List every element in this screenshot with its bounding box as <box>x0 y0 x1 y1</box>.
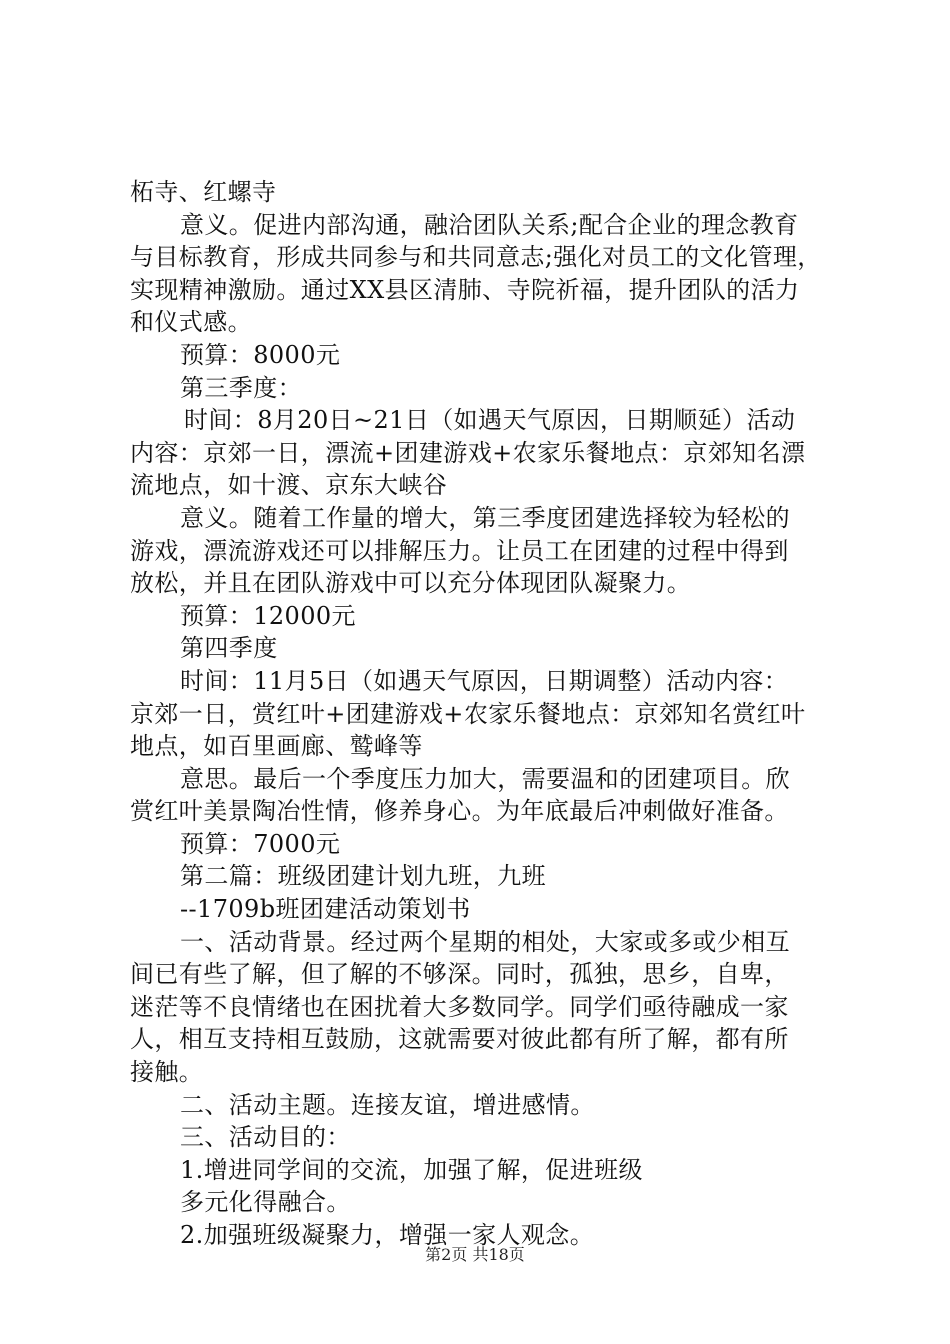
text-line: 游戏，漂流游戏还可以排解压力。让员工在团建的过程中得到 <box>130 536 789 565</box>
text-line: 放松，并且在团队游戏中可以充分体现团队凝聚力。 <box>130 569 692 598</box>
text-line: 内容：京郊一日，漂流+团建游戏+农家乐餐地点：京郊知名漂 <box>130 438 806 467</box>
text-line: 地点，如百里画廊、鹫峰等 <box>130 732 423 761</box>
text-line: 意义。促进内部沟通，融洽团队关系;配合企业的理念教育 <box>180 210 799 239</box>
text-line: 预算：12000元 <box>180 601 356 630</box>
text-line: 人，相互支持相互鼓励，这就需要对彼此都有所了解，都有所 <box>130 1025 789 1054</box>
text-line: 1.增进同学间的交流，加强了解，促进班级 <box>180 1155 643 1184</box>
text-line: 第二篇：班级团建计划九班，九班 <box>180 862 546 891</box>
text-line: 时间：11月5日（如遇天气原因，日期调整）活动内容： <box>180 666 789 695</box>
text-line: 与目标教育，形成共同参与和共同意志;强化对员工的文化管理， <box>130 243 822 272</box>
text-line: 预算：7000元 <box>180 829 341 858</box>
text-line: 多元化得融合。 <box>180 1188 351 1217</box>
text-line: 意义。随着工作量的增大，第三季度团建选择较为轻松的 <box>180 503 790 532</box>
text-line: 第四季度 <box>180 634 278 663</box>
text-line: 第三季度： <box>180 373 302 402</box>
text-line: 2.加强班级凝聚力，增强一家人观念。 <box>180 1221 595 1249</box>
text-line: 三、活动目的： <box>180 1123 351 1152</box>
text-line: 柘寺、红螺寺 <box>130 178 277 206</box>
text-line: 预算：8000元 <box>180 340 341 369</box>
text-line: 间已有些了解，但了解的不够深。同时，孤独，思乡，自卑， <box>130 960 789 989</box>
text-line: --1709b班团建活动策划书 <box>180 895 471 924</box>
text-line: 赏红叶美景陶冶性情，修养身心。为年底最后冲刺做好准备。 <box>130 797 789 826</box>
text-line: 二、活动主题。连接友谊，增进感情。 <box>180 1090 595 1119</box>
text-line: 时间：8月20日~21日（如遇天气原因，日期顺延）活动 <box>184 406 796 435</box>
text-line: 迷茫等不良情绪也在困扰着大多数同学。同学们亟待融成一家 <box>130 992 789 1021</box>
page-footer: 第2页 共18页 <box>425 1245 525 1264</box>
text-line: 京郊一日，赏红叶+团建游戏+农家乐餐地点：京郊知名赏红叶 <box>130 699 806 728</box>
text-line: 和仪式感。 <box>130 308 252 337</box>
document-body <box>130 176 840 1252</box>
text-line: 流地点，如十渡、京东大峡谷 <box>130 471 448 500</box>
text-line: 实现精神激励。通过XX县区清肺、寺院祈福，提升团队的活力 <box>130 275 800 304</box>
text-line: 意思。最后一个季度压力加大，需要温和的团建项目。欣 <box>180 764 790 793</box>
text-line: 一、活动背景。经过两个星期的相处，大家或多或少相互 <box>180 927 790 956</box>
text-line: 接触。 <box>130 1058 204 1087</box>
